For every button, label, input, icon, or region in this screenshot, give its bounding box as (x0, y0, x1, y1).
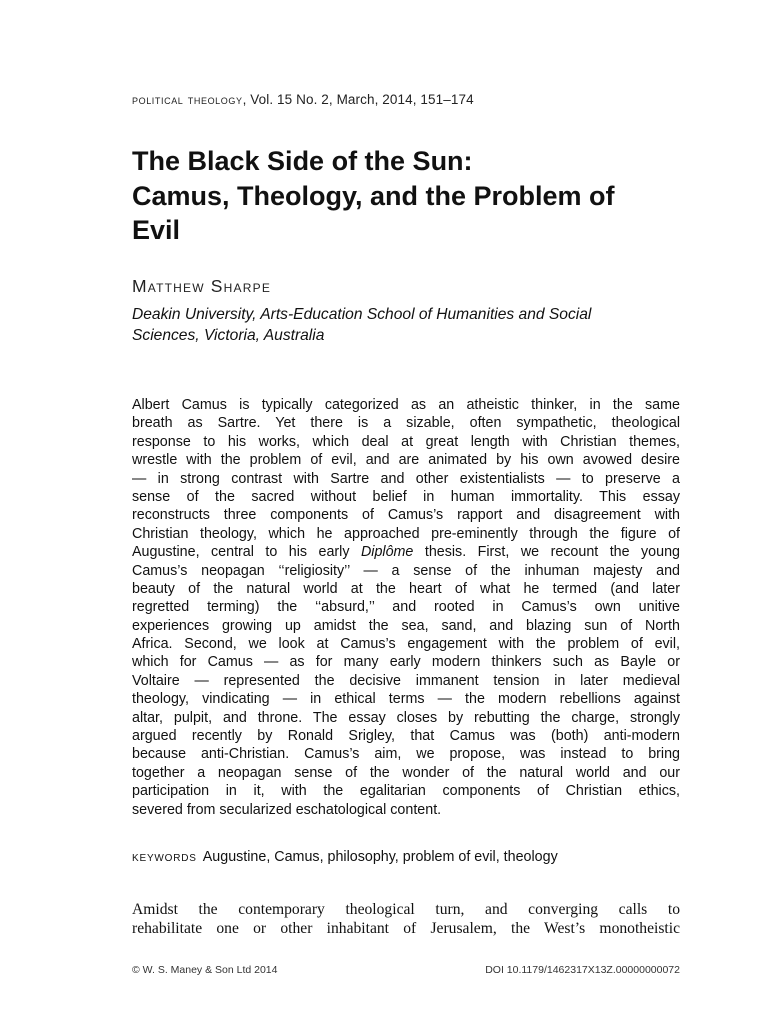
abstract-line: Christian theology, which he approached pre-eminently through the figure of (132, 525, 680, 542)
footer-doi: DOI 10.1179/1462317X13Z.00000000072 (485, 964, 680, 976)
body-text (132, 900, 680, 938)
abstract-line: reconstructs three components of Camus’s rapport and disagreement with (132, 507, 680, 524)
affiliation-line: Deakin University, Arts-Education School of Humanities and Social (132, 306, 592, 323)
abstract-italic-term: Diplôme (360, 544, 414, 561)
abstract-line: together a neopagan sense of the wonder of the natural world and our (132, 764, 680, 781)
author-affiliation (132, 304, 680, 346)
abstract-line-rest: thesis. First, we recount the young (413, 544, 680, 561)
title-line: Evil (132, 215, 181, 245)
abstract-line: severed from secularized eschatological content. (132, 801, 442, 818)
paper-title (132, 144, 680, 248)
abstract-line: altar, pulpit, and throne. The essay closes by rebutting the charge, strongly (132, 709, 680, 726)
title-line: The Black Side of the Sun: (132, 146, 473, 176)
abstract-line: regretted terming) the ‘‘absurd,’’ and rooted in Camus’s own unitive (132, 599, 680, 616)
journal-details: , Vol. 15 No. 2, March, 2014, 151–174 (242, 92, 474, 107)
abstract-line: Albert Camus is typically categorized as an atheistic thinker, in the same (132, 397, 680, 413)
abstract-line: theology, vindicating — in ethical terms — the modern rebellions against (132, 691, 680, 708)
abstract-line-start: Augustine, central to his early (132, 544, 361, 561)
abstract-line: Africa. Second, we look at Camus’s engagement with the problem of evil, (132, 636, 680, 653)
abstract (132, 396, 680, 819)
abstract-line: which for Camus — as for many early modern thinkers such as Bayle or (132, 654, 680, 671)
keywords (132, 849, 558, 865)
title-line: Camus, Theology, and the Problem of (132, 180, 615, 211)
journal-citation (132, 92, 474, 107)
abstract-line: Voltaire — represented the decisive immanent tension in later medieval (132, 672, 680, 689)
abstract-line: argued recently by Ronald Srigley, that Camus was (both) anti-modern (132, 728, 680, 745)
author-name: Matthew Sharpe (132, 276, 272, 296)
body-line: Amidst the contemporary theological turn, and converging calls to (132, 901, 680, 918)
keywords-list: Augustine, Camus, philosophy, problem of evil, theology (202, 849, 558, 865)
body-line: rehabilitate one or other inhabitant of Jerusalem, the West’s monotheistic (132, 920, 680, 937)
abstract-line: breath as Sartre. Yet there is a sizable, often sympathetic, theological (132, 415, 680, 432)
journal-name: political theology (132, 92, 243, 107)
abstract-line: wrestle with the problem of evil, and are animated by his own avowed desire (132, 452, 680, 469)
abstract-line: sense of the sacred without belief in human immortality. This essay (132, 488, 680, 505)
paper-page (132, 0, 680, 1024)
abstract-line: response to his works, which deal at great length with Christian themes, (132, 433, 680, 450)
footer-copyright: © W. S. Maney & Son Ltd 2014 (132, 964, 278, 976)
abstract-line: Camus’s neopagan ‘‘religiosity’’ — a sense of the inhuman majesty and (132, 562, 680, 579)
abstract-line: — in strong contrast with Sartre and other existentialists — to preserve a (132, 470, 680, 487)
abstract-line: because anti-Christian. Camus’s aim, we propose, was instead to bring (132, 746, 680, 763)
keywords-label: keywords (132, 849, 197, 865)
abstract-line: beauty of the natural world at the heart of what he termed (and later (132, 580, 680, 597)
affiliation-line: Sciences, Victoria, Australia (132, 327, 325, 344)
abstract-line: participation in it, with the egalitarian components of Christian ethics, (132, 783, 680, 800)
abstract-line (132, 543, 680, 561)
abstract-line: experiences growing up amidst the sea, sand, and blazing sun of North (132, 617, 680, 634)
